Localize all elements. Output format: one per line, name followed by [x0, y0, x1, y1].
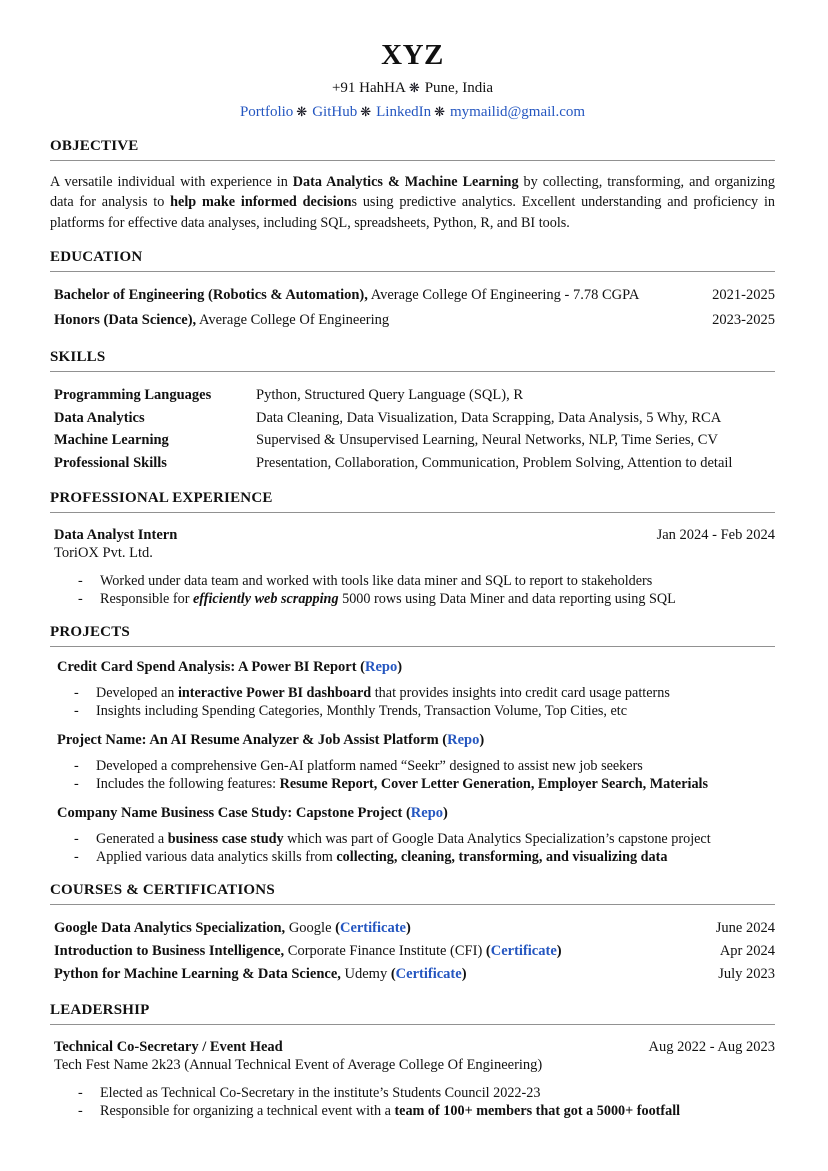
- bullet-item: [54, 1102, 775, 1120]
- education-heading: EDUCATION: [50, 249, 143, 266]
- bullet-item: [54, 572, 775, 590]
- project-entry: [50, 732, 775, 793]
- project-entry: [50, 659, 775, 720]
- skill-row: [54, 452, 775, 475]
- project-title: [50, 732, 775, 749]
- repo-link[interactable]: Repo: [365, 659, 398, 676]
- leadership-organization: Tech Fest Name 2k23 (Annual Technical Event of Average College Of Engineering): [54, 1057, 543, 1074]
- experience-title-row: [54, 527, 775, 544]
- star-separator-icon: ❋: [434, 104, 445, 120]
- leadership-dates: Aug 2022 - Aug 2023: [648, 1039, 775, 1056]
- text-segment: Developed an: [96, 685, 178, 702]
- skill-items: Supervised & Unsupervised Learning, Neural Networks, NLP, Time Series, CV: [256, 432, 718, 449]
- education-dates: 2023-2025: [712, 312, 775, 329]
- certificate-link[interactable]: Certificate: [490, 943, 557, 960]
- certification-entry: [54, 963, 775, 986]
- text-segment: Generated a: [96, 831, 168, 848]
- text-segment: that provides insights into credit card usage patterns: [371, 685, 670, 702]
- leadership-entry: [50, 1039, 775, 1120]
- bullet-dash: -: [74, 849, 79, 866]
- education-title: [54, 283, 639, 308]
- github-link[interactable]: GitHub: [312, 103, 358, 120]
- links-line: [50, 103, 775, 122]
- bullet-text: [100, 572, 652, 590]
- bullet-item: [50, 757, 775, 775]
- section-experience: [50, 490, 775, 608]
- text-segment: Data Analytics & Machine Learning: [292, 173, 519, 190]
- text-segment: collecting, cleaning, transforming, and visualizing data: [336, 849, 668, 866]
- text-segment: Corporate Finance Institute (CFI): [284, 943, 486, 960]
- email-link[interactable]: mymailid@gmail.com: [450, 103, 586, 120]
- section-education: [50, 249, 775, 333]
- skill-items: Presentation, Collaboration, Communication, Problem Solving, Attention to detail: [256, 454, 733, 471]
- skill-category: Data Analytics: [54, 409, 145, 426]
- text-segment: Python for Machine Learning & Data Science,: [54, 966, 341, 983]
- text-segment: ): [556, 943, 562, 960]
- bullet-text: [96, 848, 667, 866]
- certification-date: June 2024: [715, 920, 775, 937]
- section-rule: [50, 271, 775, 272]
- project-entry: [50, 805, 775, 866]
- projects-heading: PROJECTS: [50, 624, 130, 641]
- certification-date: July 2023: [718, 966, 775, 983]
- project-bullets: [50, 830, 775, 866]
- project-title: [50, 659, 775, 676]
- certification-date: Apr 2024: [719, 943, 775, 960]
- text-segment: by collecting, transforming, and organizing data for analysis to: [50, 173, 775, 211]
- bullet-text: [100, 1102, 680, 1120]
- bullet-item: [50, 830, 775, 848]
- candidate-name: XYZ: [381, 39, 444, 71]
- bullet-text: [96, 775, 708, 793]
- text-segment: ): [479, 732, 485, 749]
- text-segment: Pune, India: [424, 79, 494, 96]
- section-rule: [50, 160, 775, 161]
- repo-link[interactable]: Repo: [410, 805, 444, 822]
- text-segment: Average College Of Engineering: [196, 312, 390, 329]
- bullet-dash: -: [78, 573, 83, 590]
- objective-paragraph: [50, 172, 775, 234]
- skills-heading: SKILLS: [50, 349, 106, 366]
- education-list: [50, 283, 775, 333]
- skill-items: Python, Structured Query Language (SQL), R: [256, 387, 523, 404]
- bullet-item: [50, 848, 775, 866]
- certification-title: [54, 940, 562, 963]
- section-rule: [50, 371, 775, 372]
- text-segment: ): [405, 920, 411, 937]
- text-segment: ): [397, 659, 403, 676]
- project-bullets: [50, 684, 775, 720]
- star-separator-icon: ❋: [296, 104, 308, 120]
- contact-line: [50, 79, 775, 98]
- section-certifications: [50, 882, 775, 986]
- bullet-dash: -: [74, 703, 79, 720]
- bullet-text: [100, 590, 676, 608]
- experience-heading: PROFESSIONAL EXPERIENCE: [50, 490, 273, 507]
- linkedin-link[interactable]: LinkedIn: [376, 103, 432, 120]
- certification-entry: [54, 917, 775, 940]
- bullet-text: [96, 830, 711, 848]
- bullet-text: [96, 757, 643, 775]
- text-segment: Company Name Business Case Study: Capstone Project (: [57, 805, 411, 822]
- section-objective: [50, 138, 775, 234]
- repo-link[interactable]: Repo: [447, 732, 480, 749]
- text-segment: business case study: [167, 831, 284, 848]
- bullet-item: [50, 684, 775, 702]
- text-segment: ): [443, 805, 448, 822]
- certification-title: [54, 917, 411, 940]
- section-rule: [50, 646, 775, 647]
- certifications-heading: COURSES & CERTIFICATIONS: [50, 882, 275, 899]
- bullet-dash: -: [74, 831, 79, 848]
- text-segment: Google Data Analytics Specialization,: [54, 920, 286, 937]
- text-segment: help make informed decision: [170, 194, 352, 211]
- education-dates: 2021-2025: [712, 287, 775, 304]
- bullet-item: [54, 1084, 775, 1102]
- experience-entry: [50, 527, 775, 608]
- text-segment: Introduction to Business Intelligence,: [54, 943, 285, 960]
- certification-entry: [54, 940, 775, 963]
- skill-row: [54, 429, 775, 452]
- text-segment: Responsible for: [100, 591, 193, 608]
- text-segment: Applied various data analytics skills from: [96, 849, 337, 866]
- text-segment: Udemy: [340, 966, 391, 983]
- bullet-text: [96, 702, 627, 720]
- bullet-item: [50, 702, 775, 720]
- text-segment: Honors (Data Science),: [54, 312, 197, 329]
- leadership-heading: LEADERSHIP: [50, 1002, 150, 1019]
- section-projects: [50, 624, 775, 866]
- certificate-link[interactable]: Certificate: [395, 966, 462, 983]
- text-segment: Bachelor of Engineering (Robotics & Automation),: [54, 287, 368, 304]
- text-segment: team of 100+ members that got a 5000+ footfall: [394, 1103, 681, 1120]
- leadership-title-row: [54, 1039, 775, 1056]
- section-leadership: [50, 1002, 775, 1120]
- bullet-dash: -: [74, 685, 79, 702]
- text-segment: Google: [285, 920, 336, 937]
- bullet-dash: -: [78, 1103, 83, 1120]
- project-bullets: [50, 757, 775, 793]
- skill-row: [54, 407, 775, 430]
- experience-bullets: [54, 572, 775, 608]
- portfolio-link[interactable]: Portfolio: [239, 103, 294, 120]
- education-entry: [54, 283, 775, 308]
- text-segment: Developed a comprehensive Gen-AI platform named “Seekr” designed to assist new job seekers: [96, 758, 643, 775]
- bullet-dash: -: [74, 758, 79, 775]
- text-segment: (: [485, 943, 491, 960]
- text-segment: Elected as Technical Co-Secretary in the institute’s Students Council 2022-23: [100, 1085, 541, 1102]
- job-title: Data Analyst Intern: [54, 527, 178, 544]
- skills-table: [50, 384, 775, 474]
- education-title: [54, 308, 389, 333]
- text-segment: Insights including Spending Categories, Monthly Trends, Transaction Volume, Top Cities, etc: [96, 703, 628, 720]
- certifications-list: [50, 917, 775, 986]
- skill-row: [54, 384, 775, 407]
- star-separator-icon: ❋: [360, 104, 372, 120]
- text-segment: s using predictive analytics. Excellent understanding and proficiency in platforms for effective data analyses, including SQL, spreadsheets, Python, R, and BI tools.: [50, 194, 775, 231]
- text-segment: Responsible for organizing a technical event with a: [100, 1103, 395, 1120]
- text-segment: Project Name: An AI Resume Analyzer & Job Assist Platform (: [57, 732, 448, 749]
- section-rule: [50, 904, 775, 905]
- text-segment: (: [390, 966, 396, 983]
- job-dates: Jan 2024 - Feb 2024: [656, 527, 775, 544]
- project-title: [50, 805, 775, 822]
- bullet-dash: -: [74, 776, 79, 793]
- bullet-item: [50, 775, 775, 793]
- text-segment: +91 HahHA: [331, 79, 406, 96]
- leadership-role: Technical Co-Secretary / Event Head: [54, 1039, 283, 1056]
- text-segment: efficiently web scrapping: [193, 591, 339, 608]
- section-skills: [50, 349, 775, 474]
- text-segment: ): [461, 966, 467, 983]
- company-name: ToriOX Pvt. Ltd.: [54, 545, 153, 562]
- bullet-item: [54, 590, 775, 608]
- star-separator-icon: ❋: [408, 80, 420, 96]
- text-segment: Worked under data team and worked with tools like data miner and SQL to report to stakeholders: [100, 573, 653, 590]
- section-rule: [50, 512, 775, 513]
- text-segment: which was part of Google Data Analytics Specialization’s capstone project: [283, 831, 711, 848]
- bullet-dash: -: [78, 591, 83, 608]
- skill-category: Professional Skills: [54, 454, 167, 471]
- skill-category: Programming Languages: [54, 387, 212, 404]
- education-entry: [54, 308, 775, 333]
- certificate-link[interactable]: Certificate: [339, 920, 406, 937]
- text-segment: Average College Of Engineering - 7.78 CGPA: [367, 287, 640, 304]
- text-segment: Includes the following features:: [96, 776, 280, 793]
- section-rule: [50, 1024, 775, 1025]
- text-segment: Credit Card Spend Analysis: A Power BI Report (: [57, 659, 366, 676]
- skill-items: Data Cleaning, Data Visualization, Data Scrapping, Data Analysis, 5 Why, RCA: [256, 409, 722, 426]
- text-segment: Resume Report, Cover Letter Generation, Employer Search, Materials: [279, 776, 709, 793]
- text-segment: (: [335, 920, 340, 937]
- objective-heading: OBJECTIVE: [50, 137, 139, 154]
- text-segment: A versatile individual with experience in: [50, 173, 293, 190]
- text-segment: 5000 rows using Data Miner and data reporting using SQL: [338, 591, 676, 608]
- leadership-bullets: [54, 1084, 775, 1120]
- certification-title: [54, 963, 467, 986]
- resume-header: [50, 38, 775, 122]
- bullet-dash: -: [78, 1085, 83, 1102]
- skill-category: Machine Learning: [54, 432, 169, 449]
- text-segment: interactive Power BI dashboard: [177, 685, 372, 702]
- bullet-text: [96, 684, 670, 702]
- bullet-text: [100, 1084, 540, 1102]
